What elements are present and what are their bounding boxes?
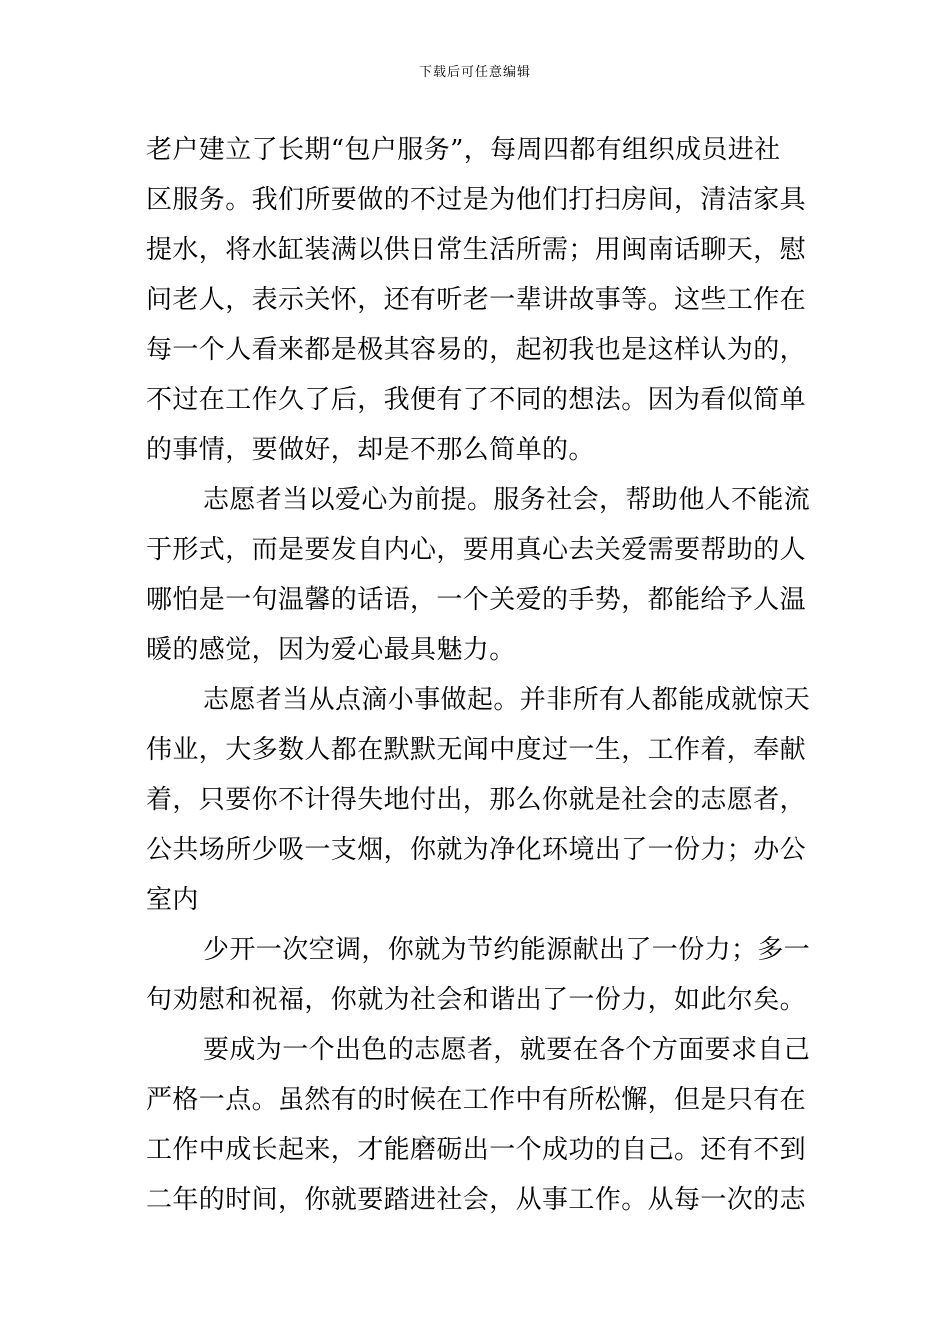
text-line: 句劝慰和祝福，你就为社会和谐出了一份力，如此尔矣。 [146, 985, 807, 1015]
text-line: 提水，将水缸装满以供日常生活所需；用闽南话聊天，慰 [146, 235, 807, 265]
text-line: 伟业，大多数人都在默默无闻中度过一生，工作着，奉献 [146, 735, 807, 765]
text-line: 暖的感觉，因为爱心最具魅力。 [146, 635, 516, 665]
text-line: 着，只要你不计得失地付出，那么你就是社会的志愿者， [146, 785, 807, 815]
text-line: 室内 [146, 885, 199, 915]
text-line: 公共场所少吸一支烟，你就为净化环境出了一份力；办公 [146, 835, 807, 865]
text-line: 的事情，要做好，却是不那么简单的。 [146, 435, 595, 465]
text-line: 每一个人看来都是极其容易的，起初我也是这样认为的， [146, 335, 807, 365]
text-line: 不过在工作久了后，我便有了不同的想法。因为看似简单 [146, 385, 807, 415]
page-header: 下载后可任意编辑 [418, 65, 531, 80]
text-line: 于形式，而是要发自内心，要用真心去关爱需要帮助的人 [146, 535, 807, 565]
text-line: 严格一点。虽然有的时候在工作中有所松懈，但是只有在 [146, 1085, 807, 1115]
paragraph-first-line: 志愿者当从点滴小事做起。并非所有人都能成就惊天 [203, 685, 811, 715]
text-line: 工作中成长起来，才能磨砺出一个成功的自己。还有不到 [146, 1135, 807, 1165]
text-line: 二年的时间，你就要踏进社会，从事工作。从每一次的志 [146, 1185, 807, 1215]
paragraph-first-line: 要成为一个出色的志愿者，就要在各个方面要求自己 [203, 1035, 811, 1065]
body-text [146, 125, 811, 1225]
text-line: 哪怕是一句温馨的话语，一个关爱的手势，都能给予人温 [146, 585, 807, 615]
paragraph-first-line: 少开一次空调，你就为节约能源献出了一份力；多一 [203, 935, 811, 965]
text-line: 区服务。我们所要做的不过是为他们打扫房间，清洁家具 [146, 185, 807, 215]
paragraph-first-line: 志愿者当以爱心为前提。服务社会，帮助他人不能流 [203, 485, 811, 515]
text-line: 老户建立了长期“包户服务”，每周四都有组织成员进社 [146, 135, 781, 165]
text-line: 问老人，表示关怀，还有听老一辈讲故事等。这些工作在 [146, 285, 807, 315]
